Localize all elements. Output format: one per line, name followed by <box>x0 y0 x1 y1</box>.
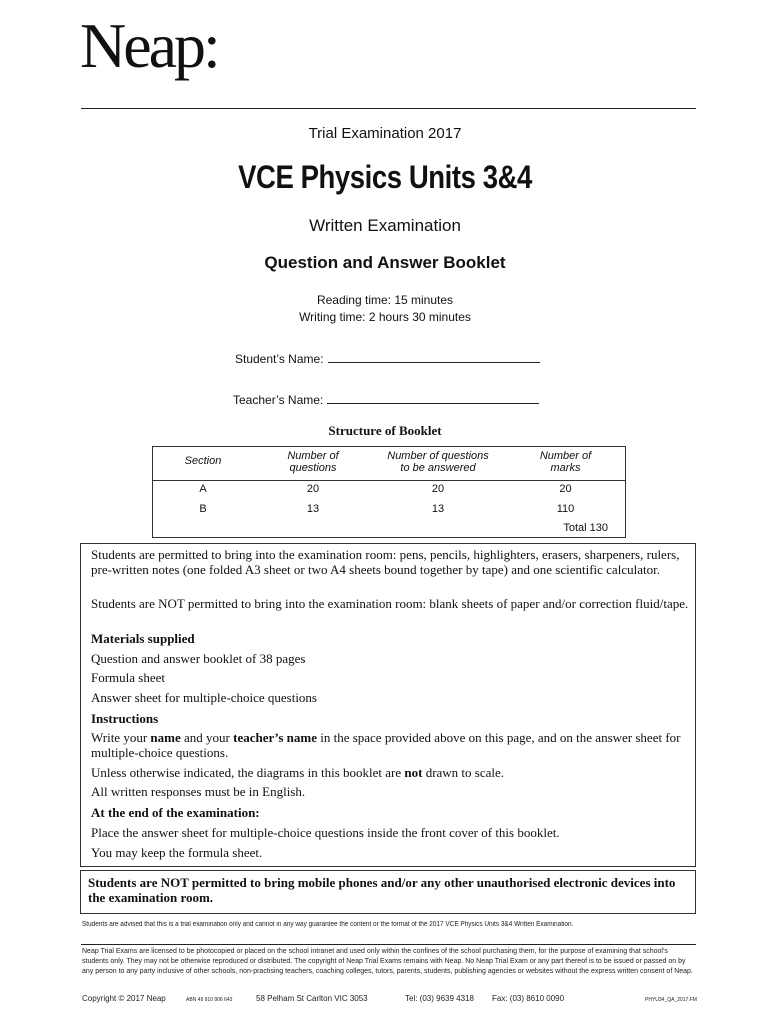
row-b-questions: 13 <box>306 503 320 515</box>
row-a-answered: 20 <box>431 483 445 495</box>
teacher-name-field[interactable] <box>233 391 539 407</box>
total-marks: Total 130 <box>563 522 608 534</box>
student-name-line[interactable] <box>328 350 540 363</box>
header-section: Section <box>184 455 222 467</box>
bottom-rule <box>81 944 696 945</box>
structure-title: Structure of Booklet <box>328 423 442 438</box>
instructions-box <box>80 543 696 867</box>
material-item: Answer sheet for multiple-choice questions <box>91 690 317 705</box>
footer-copyright: Copyright © 2017 Neap <box>82 994 166 1003</box>
exam-type: Written Examination <box>309 216 461 235</box>
instructions-heading: Instructions <box>91 711 159 726</box>
copyright-notice: Neap Trial Exams are licensed to be photocopied or placed on the school intranet and used only within the confines of the school purchasing them, for the purpose of examining that school’s students only. They may not be otherwise reproduced or distributed. The copyright of Neap Trial Exams remains with Neap. No Neap Trial Exam or any part thereof is to be issued or passed on by any person to any party inclusive of other schools, non-practising teachers, coaching colleges, tutors, parents, students, publishing agencies or websites without the express written consent of Neap. <box>82 948 693 975</box>
diagrams-instruction: Unless otherwise indicated, the diagrams in this booklet are not drawn to scale. <box>91 765 505 780</box>
materials-heading: Materials supplied <box>91 631 195 646</box>
write-name-instruction: Write your name and your teacher’s name in the space provided above on this page, and on the answer sheet for multiple-choice questions. <box>91 730 681 760</box>
reading-time: Reading time: 15 minutes <box>316 293 454 307</box>
phones-warning-box <box>80 870 696 914</box>
header-divider <box>153 480 625 481</box>
footer-code: PHYU34_QA_2017.FM <box>645 997 697 1003</box>
top-rule <box>81 108 696 109</box>
footer-abn: ABN 49 910 906 643 <box>186 997 233 1003</box>
permitted-text: Students are permitted to bring into the examination room: pens, pencils, highlighters, erasers, sharpeners, rulers, pre-written notes (one folded A3 sheet or two A4 sheets bound together by tape) and one scientific calculator. <box>91 547 680 577</box>
header-marks: Number of marks <box>539 450 592 474</box>
english-instruction: All written responses must be in English. <box>91 784 306 799</box>
teacher-name-line[interactable] <box>327 391 539 404</box>
row-b-section: B <box>199 503 207 515</box>
header-to-answer: Number of questions to be answered <box>387 450 489 474</box>
end-heading: At the end of the examination: <box>91 805 260 820</box>
page-title: VCE Physics Units 3&4 <box>238 159 532 195</box>
material-item: Question and answer booklet of 38 pages <box>91 651 306 666</box>
student-name-field[interactable] <box>235 350 540 366</box>
footer-address: 58 Pelham St Carlton VIC 3053 <box>256 994 368 1003</box>
structure-table <box>152 446 626 538</box>
not-permitted-text: Students are NOT permitted to bring into the examination room: blank sheets of paper and/or correction fluid/tape. <box>91 596 689 611</box>
writing-time: Writing time: 2 hours 30 minutes <box>299 310 471 324</box>
row-b-answered: 13 <box>431 503 445 515</box>
end-instruction: You may keep the formula sheet. <box>91 845 263 860</box>
neap-logo: Neap: <box>80 10 218 81</box>
teacher-name-label: Teacher’s Name: <box>233 393 324 407</box>
trial-label: Trial Examination 2017 <box>308 125 462 142</box>
row-a-marks: 20 <box>559 483 572 495</box>
student-name-label: Student’s Name: <box>235 352 324 366</box>
header-num-questions: Number of questions <box>287 450 339 474</box>
phones-warning: Students are NOT permitted to bring mobile phones and/or any other unauthorised electronic devices into the examination room. <box>88 875 676 905</box>
footer-phone: Tel: (03) 9639 4318 <box>405 994 474 1003</box>
booklet-title: Question and Answer Booklet <box>264 253 506 272</box>
row-a-section: A <box>199 483 207 495</box>
material-item: Formula sheet <box>91 670 166 685</box>
end-instruction: Place the answer sheet for multiple-choice questions inside the front cover of this booklet. <box>91 825 560 840</box>
row-a-questions: 20 <box>306 483 320 495</box>
row-b-marks: 110 <box>556 503 575 515</box>
disclaimer: Students are advised that this is a trial examination only and cannot in any way guarantee the content or the format of the 2017 VCE Physics Units 3&4 Written Examination. <box>82 921 574 928</box>
footer-fax: Fax: (03) 8610 0090 <box>492 994 565 1003</box>
